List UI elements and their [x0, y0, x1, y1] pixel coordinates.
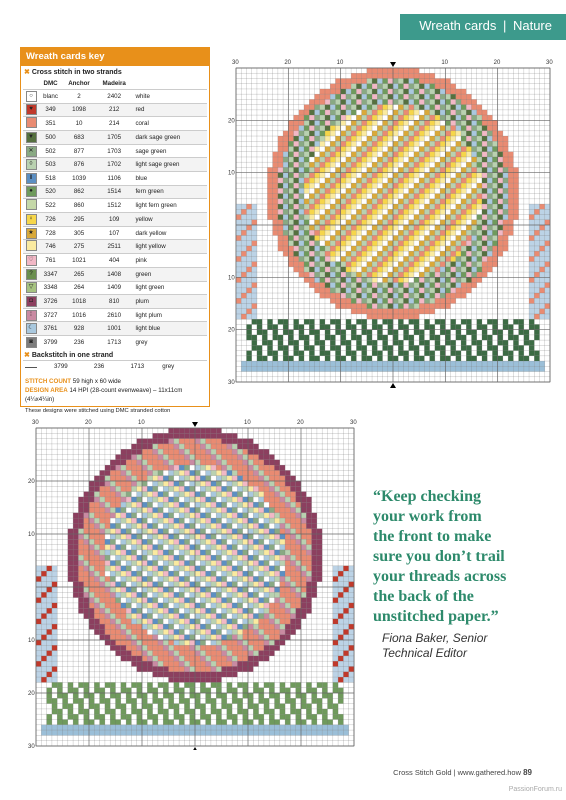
col-dmc: DMC — [43, 79, 58, 87]
swatch-icon: ▼ — [26, 132, 37, 143]
axis-tick: 10 — [244, 420, 251, 426]
axis-tick: 30 — [28, 744, 35, 750]
key-row — [23, 308, 207, 322]
key-name: red — [132, 103, 207, 117]
key-name: light blue — [132, 322, 207, 336]
quote-role: Technical Editor — [382, 646, 467, 660]
key-row — [23, 144, 207, 158]
watermark: PassionForum.ru — [508, 786, 562, 793]
key-row — [23, 254, 207, 268]
cross-heading-text: Cross stitch in two strands — [31, 69, 122, 76]
key-name: grey — [132, 335, 207, 348]
key-name: dark sage green — [132, 131, 207, 145]
axis-tick: 20 — [85, 420, 92, 426]
key-row — [23, 103, 207, 117]
key-dmc: 726 — [39, 213, 62, 227]
swatch-icon: ● — [26, 186, 37, 197]
back-name: grey — [159, 360, 207, 373]
key-row — [23, 295, 207, 309]
swatch-icon — [26, 199, 37, 210]
key-madeira: 1001 — [96, 322, 133, 336]
key-dmc: 3799 — [39, 335, 62, 348]
quote-line: the back of the — [373, 588, 474, 605]
stitch-count: 59 high x 60 wide — [72, 378, 121, 386]
key-row — [23, 158, 207, 172]
back-madeira: 1713 — [115, 360, 159, 373]
axis-tick: 30 — [228, 380, 235, 386]
key-row — [23, 240, 207, 254]
key-row — [23, 117, 207, 131]
back-heading-text: Backstitch in one strand — [31, 351, 114, 359]
key-row — [23, 226, 207, 240]
axis-tick: 10 — [28, 532, 35, 538]
key-name: green — [132, 267, 207, 281]
key-anchor: 1016 — [62, 308, 96, 322]
page-footer — [393, 768, 532, 777]
quote-line: sure you don’t trail — [373, 548, 505, 565]
swatch-icon: ♥ — [26, 104, 37, 115]
key-madeira: 2511 — [96, 240, 133, 254]
axis-tick: 10 — [336, 60, 344, 66]
key-anchor: 264 — [62, 281, 96, 295]
axis-tick: 30 — [546, 60, 553, 66]
axis-tick: 10 — [228, 275, 235, 282]
cross-heading: ✖ Cross stitch in two strands — [24, 69, 122, 76]
key-dmc: 500 — [39, 131, 62, 145]
key-dmc: 728 — [39, 226, 62, 240]
key-madeira: 2610 — [96, 308, 133, 322]
key-box — [20, 47, 210, 415]
axis-tick: 20 — [28, 479, 35, 485]
key-name: dark yellow — [132, 226, 207, 240]
key-anchor: 1098 — [62, 103, 96, 117]
key-madeira: 1408 — [96, 267, 133, 281]
swatch-icon — [26, 117, 37, 128]
axis-tick: 10 — [228, 170, 235, 177]
footer-text: Cross Stitch Gold | www.gathered.how — [393, 768, 521, 777]
page-header — [0, 0, 566, 40]
key-anchor: 295 — [62, 213, 96, 227]
key-dmc: 522 — [39, 199, 62, 213]
key-name: coral — [132, 117, 207, 131]
key-name: pink — [132, 254, 207, 268]
axis-tick: 20 — [28, 691, 35, 697]
design-area-label: DESIGN AREA — [25, 387, 68, 395]
axis-tick: 30 — [350, 420, 357, 426]
key-title: Wreath cards key — [21, 48, 209, 66]
pull-quote — [373, 487, 553, 627]
swatch-icon: ♀ — [26, 214, 37, 225]
axis-tick: 20 — [297, 420, 304, 426]
axis-tick: 10 — [28, 638, 35, 644]
axis-tick: 30 — [32, 420, 39, 426]
back-heading: ✖ Backstitch in one strand — [24, 351, 114, 359]
key-name: blue — [132, 171, 207, 185]
key-name: light plum — [132, 308, 207, 322]
design-area: 14 HPI (28-count evenweave) – 11x11cm (4¼x4¼in) — [25, 387, 183, 404]
key-name: light fern green — [132, 199, 207, 213]
stitch-info — [21, 373, 209, 404]
key-anchor: 2 — [62, 90, 96, 104]
quote-line: your threads across — [373, 568, 507, 585]
key-madeira: 1705 — [96, 131, 133, 145]
key-dmc: 3348 — [39, 281, 62, 295]
key-anchor: 862 — [62, 185, 96, 199]
axis-tick: 10 — [441, 60, 449, 66]
key-name: plum — [132, 295, 207, 309]
key-madeira: 810 — [96, 295, 133, 309]
key-name: yellow — [132, 213, 207, 227]
key-dmc: 3347 — [39, 267, 62, 281]
axis-tick: 20 — [228, 327, 235, 334]
key-madeira: 1713 — [96, 335, 133, 348]
key-anchor: 1039 — [62, 171, 96, 185]
swatch-icon: ◊ — [26, 159, 37, 170]
swatch-icon: ◘ — [26, 296, 37, 307]
key-dmc: 3727 — [39, 308, 62, 322]
key-dmc: 503 — [39, 158, 62, 172]
key-anchor: 10 — [62, 117, 96, 131]
header-sep: | — [502, 18, 507, 33]
stitch-count-label: STITCH COUNT — [25, 378, 72, 386]
key-name: light sage green — [132, 158, 207, 172]
col-anchor: Anchor — [68, 79, 90, 87]
key-anchor: 928 — [62, 322, 96, 336]
key-dmc: blanc — [39, 90, 62, 104]
page-number: 89 — [523, 768, 532, 777]
quote-line: unstitched paper.” — [373, 608, 499, 625]
key-anchor: 1021 — [62, 254, 96, 268]
key-row — [23, 131, 207, 145]
quote-line: the front to make — [373, 528, 492, 545]
header-sub: Nature — [512, 18, 552, 33]
axis-tick: 30 — [232, 60, 239, 66]
key-madeira: 107 — [96, 226, 133, 240]
key-row — [23, 281, 207, 295]
key-madeira: 1514 — [96, 185, 133, 199]
key-madeira: 109 — [96, 213, 133, 227]
header-text — [419, 18, 552, 33]
key-row — [23, 322, 207, 336]
quote-attribution — [382, 631, 487, 661]
chart-seasons-greetings — [28, 418, 358, 750]
swatch-icon: ⁞ — [26, 310, 37, 321]
key-madeira: 1703 — [96, 144, 133, 158]
key-dmc: 518 — [39, 171, 62, 185]
quote-author: Fiona Baker, Senior — [382, 631, 488, 645]
key-madeira: 1702 — [96, 158, 133, 172]
back-table — [23, 360, 207, 374]
key-anchor: 683 — [62, 131, 96, 145]
key-madeira: 1512 — [96, 199, 133, 213]
key-table — [23, 77, 207, 349]
key-name: light green — [132, 281, 207, 295]
key-anchor: 1018 — [62, 295, 96, 309]
key-madeira: 1106 — [96, 171, 133, 185]
key-anchor: 275 — [62, 240, 96, 254]
key-row — [23, 171, 207, 185]
quote-line: “Keep checking — [373, 488, 481, 505]
key-anchor: 236 — [62, 335, 96, 348]
key-name: white — [132, 90, 207, 104]
axis-tick: 20 — [228, 118, 235, 125]
swatch-icon: ✕ — [26, 146, 37, 157]
swatch-icon: ☾ — [26, 323, 37, 334]
swatch-icon: ◙ — [26, 337, 37, 348]
key-row — [23, 213, 207, 227]
swatch-icon: Ⅱ — [26, 173, 37, 184]
key-name: sage green — [132, 144, 207, 158]
key-row — [23, 199, 207, 213]
axis-tick: 10 — [138, 420, 145, 426]
back-dmc: 3799 — [39, 360, 83, 373]
swatch-icon — [26, 240, 37, 251]
key-dmc: 746 — [39, 240, 62, 254]
key-dmc: 520 — [39, 185, 62, 199]
key-note: These designs were stitched using DMC stranded cotton — [25, 408, 171, 415]
key-row — [23, 90, 207, 104]
key-name: light yellow — [132, 240, 207, 254]
key-anchor: 265 — [62, 267, 96, 281]
key-dmc: 761 — [39, 254, 62, 268]
key-anchor: 305 — [62, 226, 96, 240]
swatch-icon: ★ — [26, 228, 37, 239]
key-madeira: 404 — [96, 254, 133, 268]
key-dmc: 3761 — [39, 322, 62, 336]
key-name: fern green — [132, 185, 207, 199]
key-anchor: 877 — [62, 144, 96, 158]
key-row — [23, 335, 207, 348]
key-anchor: 876 — [62, 158, 96, 172]
swatch-icon: ▽ — [26, 282, 37, 293]
key-dmc: 351 — [39, 117, 62, 131]
key-madeira: 1409 — [96, 281, 133, 295]
key-row — [23, 267, 207, 281]
key-anchor: 860 — [62, 199, 96, 213]
swatch-icon: ○ — [26, 91, 37, 102]
key-madeira: 214 — [96, 117, 133, 131]
key-madeira: 2402 — [96, 90, 133, 104]
key-dmc: 502 — [39, 144, 62, 158]
key-dmc: 349 — [39, 103, 62, 117]
key-dmc: 3726 — [39, 295, 62, 309]
back-anchor: 236 — [83, 360, 116, 373]
swatch-icon: ? — [26, 269, 37, 280]
quote-line: your work from — [373, 508, 482, 525]
axis-tick: 20 — [284, 60, 292, 66]
key-row — [23, 185, 207, 199]
chart-merry-christmas — [228, 58, 554, 388]
swatch-icon: ♡ — [26, 255, 37, 266]
key-madeira: 212 — [96, 103, 133, 117]
col-madeira: Madeira — [102, 79, 126, 87]
header-section: Wreath cards — [419, 18, 497, 33]
axis-tick: 20 — [493, 60, 501, 66]
